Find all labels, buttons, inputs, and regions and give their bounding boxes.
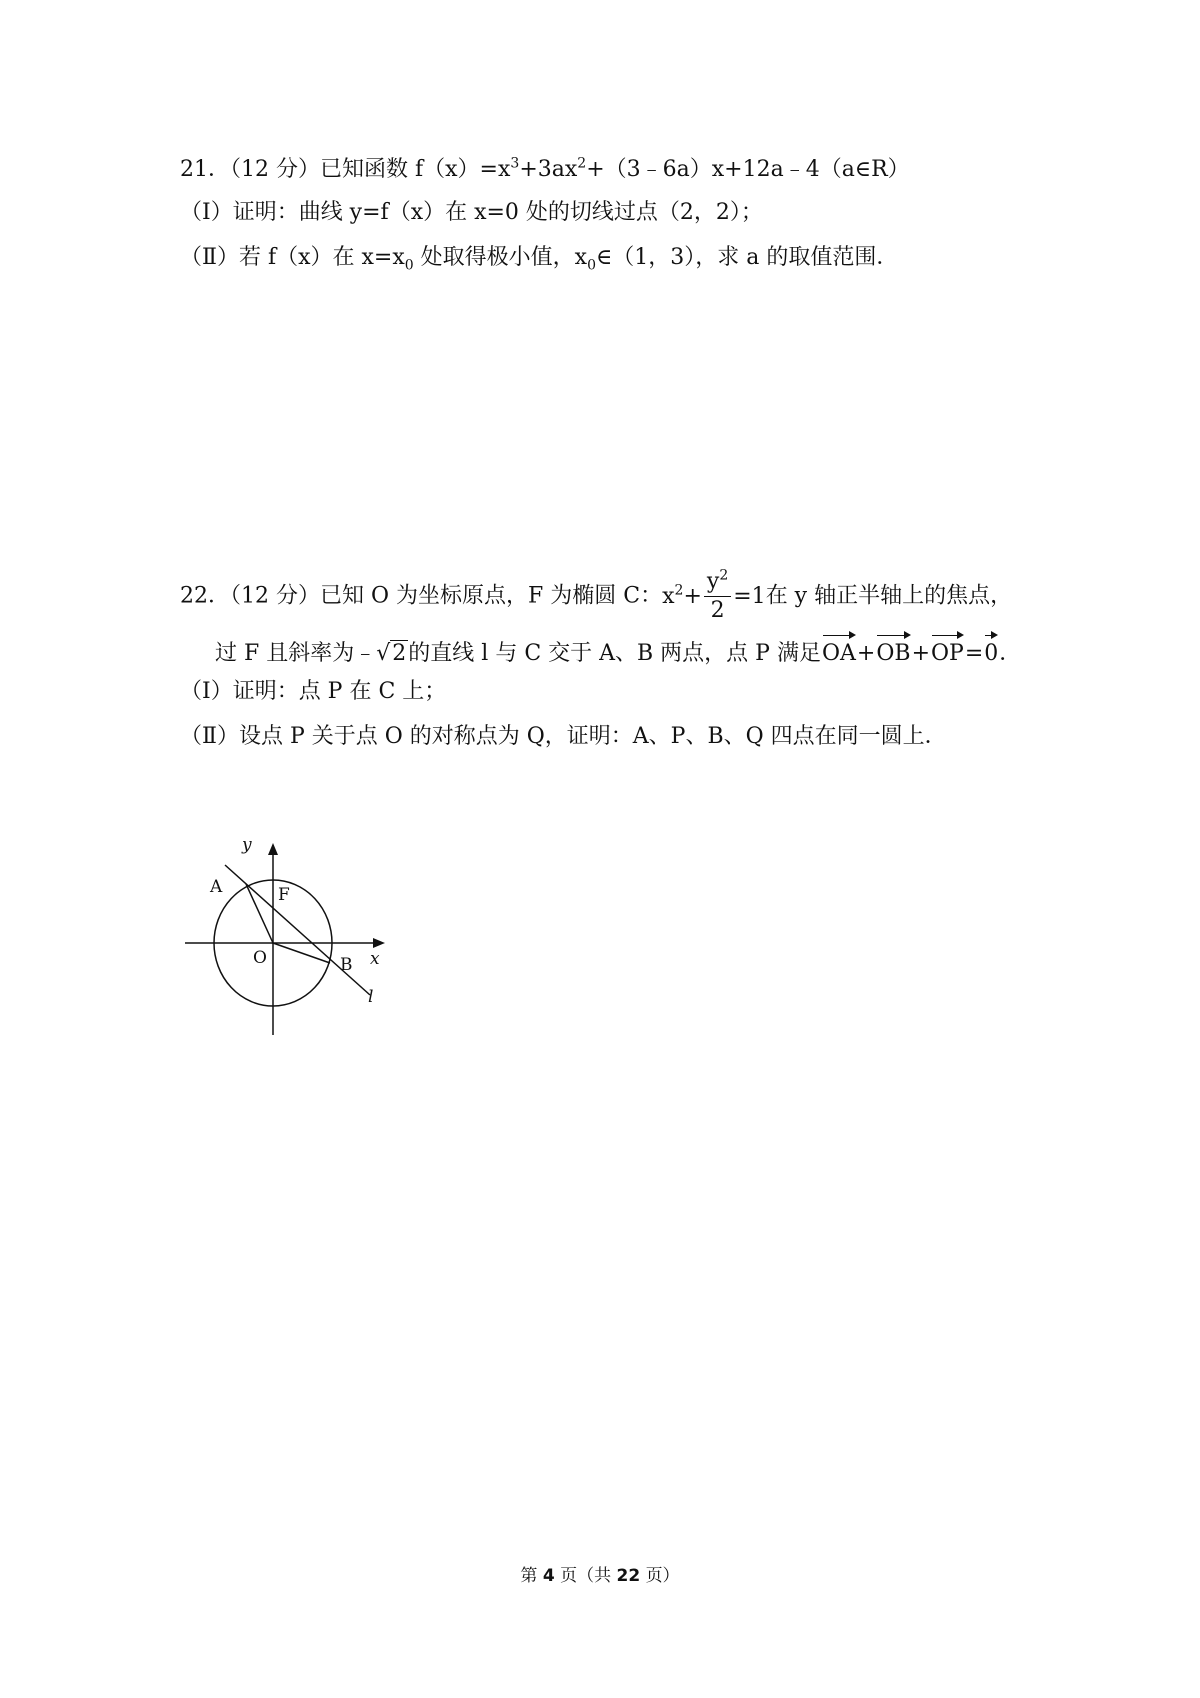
eq-plus: + [683,583,702,609]
q21-mid1: +3ax [519,157,578,182]
vec-plus-1: + [856,641,876,666]
label-b: B [340,955,353,975]
q21-score: （12 分） [230,157,320,182]
figure-svg [180,830,410,1045]
label-o: O [253,948,267,968]
footer-total-pages: 22 [616,1566,641,1586]
q21-part2-suffix: ∈（1，3），求 a 的取值范围． [596,245,899,270]
page-footer [0,1561,1200,1586]
eq-x: x [662,583,675,609]
y-axis-arrow-icon [268,843,278,855]
q21-stem-suffix: +（3﹣6a）x+12a﹣4（a∈R） [586,157,910,182]
q21-exp3: 3 [510,155,520,172]
eq-rhs: =1 [733,583,766,609]
q22-part1: （Ⅰ）证明：点 P 在 C 上； [180,679,447,704]
q21-part2-mid: 处取得极小值，x [413,245,588,270]
label-x: x [370,949,380,969]
q22-line2-mid: 的直线 l 与 C 交于 A、B 两点，点 P 满足 [408,641,821,666]
segment-oa [246,884,273,943]
ellipse-figure [180,830,410,1049]
label-l: l [368,987,374,1007]
vector-zero: 0 [984,631,998,669]
sqrt-two [376,639,408,669]
frac-denominator: 2 [710,598,725,623]
vector-op: OP [931,631,964,669]
q22-line2 [215,631,1021,669]
label-f: F [278,885,290,905]
footer-mid: 页（共 [560,1566,612,1586]
q21-stem-prefix: 已知函数 f（x）=x [320,157,511,182]
vector-ob: OB [876,631,910,669]
sqrt-symbol: √ [376,641,391,666]
q22-stem-suffix: 在 y 轴正半轴上的焦点， [765,583,1013,609]
q21-part1: （Ⅰ）证明：曲线 y=f（x）在 x=0 处的切线过点（2，2）； [180,200,763,225]
q22-stem-prefix: 已知 O 为坐标原点，F 为椭圆 C： [320,583,663,609]
frac-num-exp: 2 [719,567,729,584]
ellipse-equation [662,567,766,623]
q21-sub0-b: 0 [587,257,596,274]
footer-suffix: 页） [645,1566,680,1586]
q21-exp2: 2 [577,155,587,172]
segment-ob [273,943,330,963]
q21-part2-prefix: （Ⅱ）若 f（x）在 x=x [180,245,405,270]
frac-num-y: y [706,569,720,594]
label-a: A [210,877,223,897]
footer-page-number: 4 [542,1566,555,1586]
sqrt-radicand: 2 [392,641,407,666]
q21-sub0-a: 0 [404,257,414,274]
vec-equals: = [964,641,984,666]
q21-part2 [180,243,898,273]
q21-number: 21． [180,157,230,182]
q22-number: 22． [180,583,230,609]
eq-x-exp: 2 [674,582,684,599]
q22-line2-end: ． [999,641,1022,666]
vector-oa: OA [822,631,856,669]
q21-stem [180,155,910,185]
q22-score: （12 分） [230,583,320,609]
eq-fraction [704,568,731,625]
q22-part2: （Ⅱ）设点 P 关于点 O 的对称点为 Q，证明：A、P、B、Q 四点在同一圆上． [180,724,947,749]
x-axis-arrow-icon [373,938,385,948]
q22-line2-prefix: 过 F 且斜率为﹣ [215,641,377,666]
label-y: y [242,835,252,855]
q22-stem [180,568,1012,625]
frac-numerator [704,568,731,597]
vec-plus-2: + [911,641,930,666]
footer-prefix: 第 [520,1566,538,1586]
